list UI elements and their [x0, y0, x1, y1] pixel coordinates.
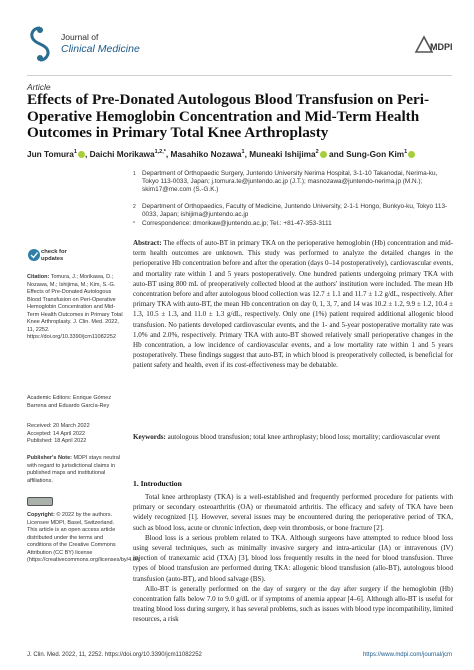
paragraph: Total knee arthroplasty (TKA) is a well-established and frequently performed procedure for patients with primary or secondary osteoarthritis (OA) or rheumatoid arthritis. The efficacy and safety of TKA have been widely recognized [1]. However, several issues may be encountered during the perioperative period of TKA, such as blood loss, acute or chronic infection, deep vein thrombosis, or bone fracture [2]. [133, 493, 453, 532]
orcid-icon[interactable] [320, 151, 327, 158]
journal-of-label: Journal of [61, 32, 99, 42]
section-heading-introduction: 1. Introduction [133, 479, 182, 488]
footer-journal-link[interactable]: https://www.mdpi.com/journal/jcm [362, 652, 452, 658]
correspondence-mark: * [133, 221, 135, 227]
keywords-label: Keywords: [133, 433, 166, 441]
dates-block [27, 423, 125, 446]
author-name[interactable]: Masahiko Nozawa [170, 149, 242, 159]
introduction-body [133, 492, 453, 625]
copyright-label: Copyright: [27, 512, 55, 518]
publisher-note-label: Publisher's Note: [27, 455, 73, 461]
check-for-updates-label[interactable] [41, 249, 67, 263]
publisher-note [27, 455, 125, 485]
article-type: Article [27, 82, 51, 92]
author-name[interactable]: Daichi Morikawa [89, 149, 155, 159]
paragraph: Allo-BT is generally performed on the day of surgery or the day after surgery if the hemoglobin (Hb) concentration falls below 7.0 to 9.0 g/dL or if symptoms of anemia appear [4–6]. Although allo-BT is useful for treating blood loss during surgery, it has several problems, such as issues with blood type incompatibility, limited resources, a risk [133, 584, 453, 624]
orcid-icon[interactable] [408, 151, 415, 158]
correspondence [133, 220, 453, 228]
author-affil-sup: 1,2,* [154, 149, 166, 156]
mdpi-logo-icon[interactable] [412, 34, 452, 56]
author-name[interactable]: Muneaki Ishijima [249, 149, 316, 159]
abstract-text: The effects of auto-BT in primary TKA on the perioperative hemoglobin (Hb) concentration and mid-term health outcomes are unknown. This study was performed to analyze the detailed changes in the perioperative Hb concentration before and after the operation (days 0–14 postoperatively), cardiovascular events, and mortality rate within 1 and 5 years postoperatively. One hundred patients undergoing primary TKA with auto-BT using 800 mL of preoperatively collected blood at the authors' institution were included. The mean Hb concentration before and after autologous blood collection was 12.7 ± 1.1 and 11.7 ± 1.2 g/dL, respectively. After primary TKA with auto-BT, the mean Hb concentration on day 0, 1, 3, 7, and 14 was 10.2 ± 1.2, 9.9 ± 1.2, 10.4 ± 1.3, 10.5 ± 1.3, and 11.0 ± 1.3 g/dL, respectively. Only one (1%) patient required additional allogenic blood transfusion. No patients developed cardiovascular events, and the 1- and 5-year postoperative mortality rate was 1.0% and 2.0%, respectively. Primary TKA with auto-BT showed relatively small perioperative changes in the Hb concentration, a low incidence of cardiovascular events, and a low mortality rate within 1 and 5 years postoperatively. These findings suggest that auto-BT, in which blood is preoperatively collected, is beneficial for patient safety and health, even if its cost-effectiveness may be debatable. [133, 239, 453, 370]
header-divider [27, 75, 452, 76]
keywords [133, 432, 453, 442]
editors-text: Academic Editors: Enrique Gómez Barrena and Eduardo García-Rey [27, 395, 112, 409]
author-affil-sup: 1 [241, 149, 245, 156]
check-for-updates-line: updates [41, 255, 64, 262]
affiliation-text: Department of Orthopaedic Surgery, Juntendo University Nerima Hospital, 3-1-10 Takanodai, Nerima-ku, Tokyo 113-0033, Japan; j.tomura.te@juntendo.ac.jp (J.T.); masnozawa@juntendo-nerima.jp (M.N.); skim17@me.com (S.-G.K.) [142, 170, 438, 194]
author-affil-sup: 1 [404, 149, 408, 156]
author-name[interactable]: Jun Tomura [27, 149, 74, 159]
correspondence-text: Correspondence: dmorikaw@juntendo.ac.jp; Tel.: +81-47-353-3111 [142, 220, 332, 227]
journal-logo-icon [27, 26, 53, 62]
paragraph: Blood loss is a serious problem related to TKA. Although surgeons have attempted to reduce blood loss using several techniques, such as minimally invasive surgery and intra-articular (IA) or intravenous (IV) injection of tranexamic acid (TXA) [3], blood loss frequently results in the need for blood transfusion. Three types of blood transfusion are performed during TKA: allogenic blood transfusion (allo-BT), autologous blood transfusion (auto-BT), and blood salvage (BS). [133, 533, 453, 583]
article-title: Effects of Pre-Donated Autologous Blood Transfusion on Peri-Operative Hemoglobin Concentration and Mid-Term Health Outcomes in Primary Total Knee Arthroplasty [27, 91, 430, 141]
keywords-text: autologous blood transfusion; total knee arthroplasty; blood loss; mortality; cardiovascular event [167, 433, 441, 441]
citation-block [27, 274, 125, 342]
citation-label: Citation: [27, 274, 50, 280]
orcid-icon[interactable] [78, 151, 85, 158]
cc-by-license-icon[interactable] [27, 497, 53, 506]
affiliation-number: 1 [133, 171, 136, 177]
affiliation-text: Department of Orthopaedics, Faculty of Medicine, Juntendo University, 2-1-1 Hongo, Bunkyo-ku, Tokyo 113-0033, Japan; ishijima@juntendo.ac.jp [142, 203, 448, 219]
publisher-note-text: MDPI stays neutral with regard to jurisdictional claims in published maps and institutional affiliations. [27, 455, 121, 484]
copyright-block [27, 512, 141, 565]
journal-header [27, 22, 452, 70]
accepted-date: Accepted: 14 April 2022 [27, 430, 86, 437]
citation-text[interactable]: Tomura, J.; Morikawa, D.; Nozawa, M.; Ishijima, M.; Kim, S.-G. Effects of Pre-Donated Autologous Blood Transfusion on Peri-Operative Hemoglobin Concentration and Mid-Term Health Outcomes in Primary Total Knee Arthroplasty. J. Clin. Med. 2022, 11, 2252. https://doi.org/10.3390/jcm11082252 [27, 274, 123, 340]
abstract [133, 238, 453, 371]
author-list: Jun Tomura$^1$ , Daichi Morikawa$^{1,2,*}$, Masahiko Nozawa$^1$, Muneaki Ishijima$^2$ and Sung-Gon Kim$^1$ [27, 149, 457, 159]
cc-license-badge-wrap [27, 494, 125, 510]
affiliation-2 [133, 203, 453, 219]
abstract-label: Abstract: [133, 239, 162, 247]
footer-citation[interactable]: J. Clin. Med. 2022, 11, 2252. https://doi.org/10.3390/jcm11082252 [27, 652, 202, 658]
published-date: Published: 18 April 2022 [27, 438, 87, 444]
affiliation-number: 2 [133, 204, 136, 210]
editors-block [27, 395, 125, 410]
received-date: Received: 20 March 2022 [27, 423, 90, 429]
check-for-updates-line: check for [41, 249, 67, 255]
mdpi-logo-text: MDPI [430, 42, 452, 52]
author-name[interactable]: Sung-Gon Kim [346, 149, 405, 159]
copyright-text: © 2022 by the authors. Licensee MDPI, Basel, Switzerland. This article is an open access article distributed under the terms and conditions of the Creative Commons Attribution (CC BY) license (https://creativecommons.org/licenses/by/4.0/). [27, 512, 141, 563]
journal-name[interactable]: Clinical Medicine [61, 43, 140, 55]
author-affil-sup: 2 [315, 149, 319, 156]
affiliation-1 [133, 170, 453, 195]
author-affil-sup: 1 [73, 149, 77, 156]
